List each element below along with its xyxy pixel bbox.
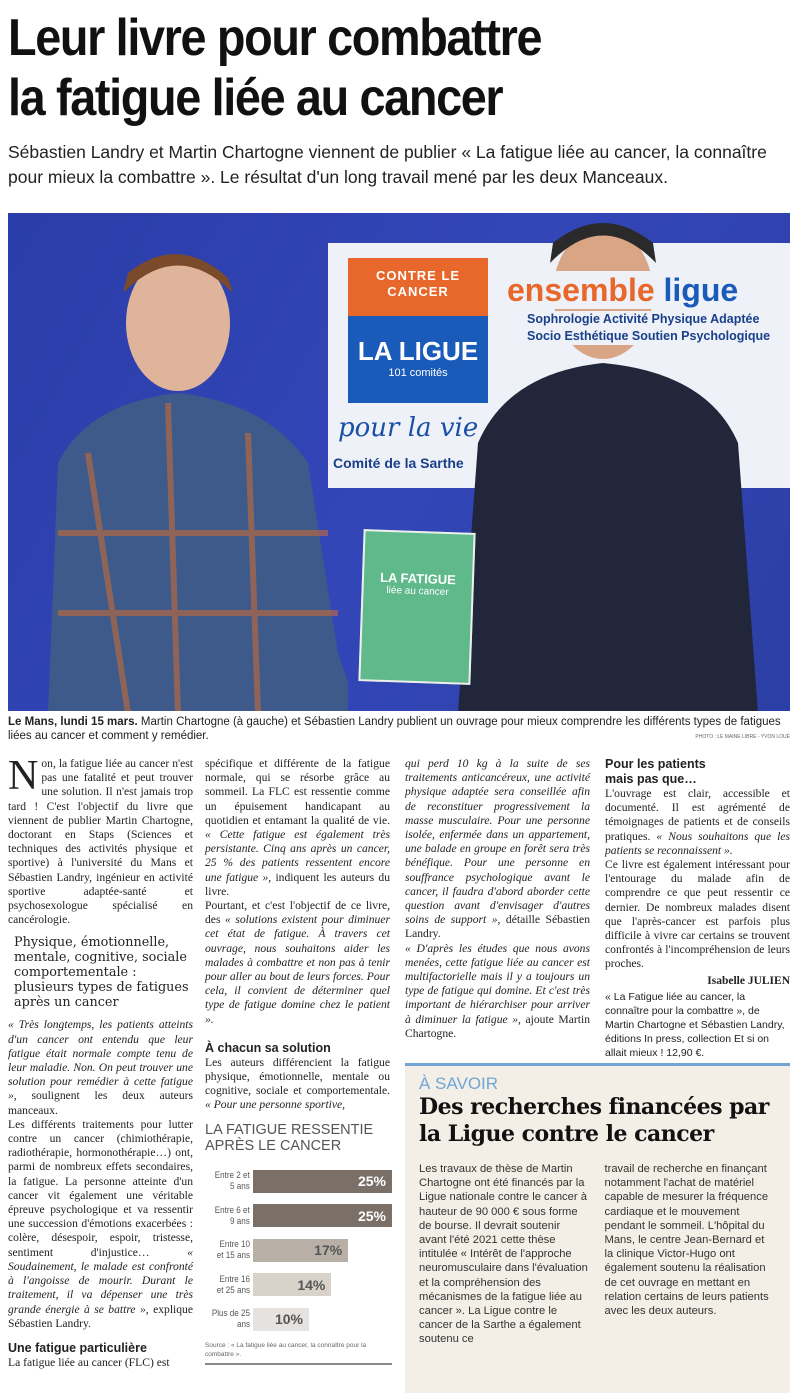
paragraph: Les auteurs différencient la fatigue physique, émotionnelle, mentale ou cognitive, sociale et comportementale. (205, 1055, 390, 1098)
paragraph: Pourtant, et c'est l'objectif de ce livre, des (205, 899, 390, 927)
paragraph: , indiquent les auteurs du livre. (205, 870, 390, 898)
caption-text: Martin Chartogne (à gauche) et Sébastien Landry publient un ouvrage pour mieux comprendre les différents types de fatigues liées au cancer et comment y remédier. (8, 716, 781, 742)
sign-ensemble-word: ensemble (507, 272, 655, 308)
bar-label: Entre 2 et 5 ans (214, 1170, 250, 1193)
author-signature: Isabelle JULIEN (707, 974, 790, 987)
person-left (28, 233, 348, 711)
bar (253, 1239, 348, 1262)
paragraph: on, la fatigue liée au cancer n'est pas une fatalité et peut trouver une solution. Il n'est jamais trop tard ! C'est l'objectif du livre que viennent de publier Martin Chartogne, doctorant en Staps (Sciences et techniques des activités physique et sportive) à l'université du Mans et Sébastien Landry, ingénieur en activité sportive adaptée-santé et psychosexologue spécialisé en cancérologie. (8, 757, 193, 927)
box-kicker: À SAVOIR (419, 1074, 499, 1093)
quote: « Pour une personne sportive, (205, 1098, 346, 1112)
paragraph: , soulignent les deux auteurs manceaux. (8, 1089, 193, 1117)
chart-row (205, 1233, 392, 1268)
section-heading: Pour les patients mais pas que… (605, 757, 706, 786)
bar-label: Entre 16 et 25 ans (216, 1273, 250, 1296)
bar-value-label: 10% (274, 1311, 303, 1328)
paragraph: La fatigue liée au cancer (FLC) est (8, 1355, 170, 1369)
article-photo (8, 213, 790, 711)
fatigue-chart (205, 1122, 392, 1365)
chart-row (205, 1268, 392, 1303)
quote: qui perd 10 kg à la suite de ses traitements anticancéreux, une activité physique adaptée sera conseillée afin de reconstituer progressivement la masse musculaire. Pour une personne isolée, enfermée dans un appartement, une balade en groupe en forêt sera très bénéfique. Pour une personne en souffrance psychologique avant le cancer, il faudra d'abord aborder cette question avant d'envisager d'autres soins de support » (405, 757, 590, 927)
paragraph: , ajoute Martin Chartogne. (405, 1012, 590, 1040)
service-line: Sophrologie Activité Physique Adaptée (527, 312, 760, 326)
paragraph: Ce livre est également intéressant pour l'entourage du malade afin de comprendre ce que peut ressentir ce dernier. De nombreux malades disent que l'après-cancer est parfois plus difficile à vivre car certains se trouvent confrontés à l'incompréhension de leurs proches. (605, 858, 790, 971)
paragraph: Les différents traitements pour lutter contre un cancer (chimiothérapie, radiothérapie, hormonothérapie…) ont, parmi de nombreux effets secondaires, la fatigue. La personne atteinte d'un cancer vit également une véritable épreuve psychologique et va ressentir une succession d'émotions exacerbées : colère, désespoir, espoir, tristesse, sentiment d'injustice… (8, 1117, 193, 1259)
bar-value-label: 25% (357, 1173, 386, 1190)
paragraph: , explique Sébastien Landry. (8, 1302, 193, 1330)
chart-row (205, 1199, 392, 1234)
bar (253, 1204, 392, 1227)
box-paragraph: Les travaux de thèse de Martin Chartogne ont été financés par la Ligue nationale contre le cancer à hauteur de 90 000 € sous forme de bourse. Il devrait soutenir avant l'été 2021 cette thèse intitulée « Intérêt de l'approche neuromusculaire dans l'évaluation et la compréhension des mécanismes de la fatigue liée au cancer ». La Ligue contre le cancer de la Sarthe a également soutenu ce (419, 1163, 588, 1346)
quote: « Cette fatigue est également très persistante. Cinq ans après un cancer, 25 % des patients ressentent encore une fatigue » (205, 828, 390, 884)
quote: « Nous souhaitons que les patients se reconnaissent ». (605, 829, 790, 857)
sign-ensemble (503, 271, 742, 309)
logo-name: LA LIGUE (357, 336, 479, 366)
headline (8, 8, 541, 128)
subtitle: Sébastien Landry et Martin Chartogne viennent de publier « La fatigue liée au cancer, la connaître pour mieux la combattre ». Le résultat d'un long travail mené par les deux Manceaux. (8, 142, 767, 187)
section-heading: À chacun sa solution (205, 1040, 331, 1055)
bar (253, 1170, 392, 1193)
chart-source: Source : « La fatigue liée au cancer, la connaître pour la combattre ». (205, 1341, 392, 1365)
bar-value-label: 14% (297, 1276, 326, 1293)
headline-line-1: Leur livre pour combattre (8, 9, 542, 67)
headline-line-2: la fatigue liée au cancer (8, 69, 503, 127)
sign-services (523, 311, 774, 345)
quote: « Soudainement, le malade est confronté à l'angoisse de mourir. Durant le traitement, il va dépenser une très grande énergie à se battre » (8, 1245, 193, 1316)
paragraph: spécifique et différente de la fatigue normale, qui se résorbe grâce au sommeil. La FLC est ressentie comme un épuisement handicapant au quotidien et entamant la qualité de vie. (205, 757, 390, 827)
intertitle: Physique, émotionnelle, mentale, cognitive, sociale comportementale : plusieurs types de fatigues après un cancer (14, 935, 189, 1011)
chart-row (205, 1302, 392, 1337)
paragraph: , détaille Sébastien Landry. (405, 913, 590, 941)
bar-label: Entre 10 et 15 ans (216, 1239, 250, 1262)
box-title: Des recherches financées par la Ligue contre le cancer (419, 1094, 769, 1147)
book-title: LA FATIGUE (379, 569, 457, 588)
chart-title: LA FATIGUE RESSENTIE APRÈS LE CANCER (205, 1122, 374, 1154)
sign-slogan: pour la vie (338, 413, 479, 443)
bar-value-label: 25% (357, 1207, 386, 1224)
bar-value-label: 17% (314, 1242, 343, 1259)
drop-cap: N (8, 753, 39, 799)
sign-committee: Comité de la Sarthe (333, 455, 464, 471)
column-4 (605, 757, 790, 1060)
column-3 (405, 757, 590, 1041)
service-line: Socio Esthétique Soutien Psychologique (527, 329, 771, 343)
book-reference: « La Fatigue liée au cancer, la connaître pour la combattre », de Martin Chartogne et Sébastien Landry, éditions In press, collection Et si on allait mieux ! 12,90 €. (605, 990, 785, 1059)
photo-credit: PHOTO : LE MAINE LIBRE - YVON LOUÉ (695, 734, 790, 740)
book-cover (358, 529, 475, 685)
logo-sub: 101 comités (388, 367, 448, 379)
quote: « D'après les études que nous avons menées, cette fatigue liée au cancer est multifactorielle mais il y a toujours un type de fatigue qui domine. Et c'est très important de hiérarchiser pour arriver à diminuer la fatigue » (405, 941, 590, 1026)
quote: « Très longtemps, les patients atteints d'un cancer ont entendu que leur fatigue était normale compte tenu de leur maladie. Non. On peut trouver une solution pour remédier à cette fatigue » (8, 1018, 193, 1103)
sign-ligue-word: ligue (663, 272, 739, 308)
quote: « solutions existent pour diminuer cet état de fatigue. À travers cet ouvrage, nous souhaitons aider les malades à combattre et non pas à tenir pour aller au bout de leurs forces. Pour cela, il convient de déterminer quel type de fatigue domine chez le patient ». (205, 913, 390, 1026)
caption-lead: Le Mans, lundi 15 mars. (8, 716, 138, 728)
bar (253, 1308, 309, 1331)
book-subtitle: liée au cancer (386, 584, 449, 599)
column-2 (205, 757, 390, 1113)
a-savoir-box (405, 1063, 790, 1393)
bar-label: Entre 6 et 9 ans (214, 1204, 250, 1227)
bar (253, 1273, 331, 1296)
column-1 (8, 753, 193, 1370)
box-paragraph: travail de recherche en finançant notamment l'achat de matériel capable de mesurer la fréquence cardiaque et le mouvement pendant le sommeil. L'hôpital du Mans, le centre Jean-Bernard et la clinique Victor-Hugo ont également soutenu la réalisation de cet ouvrage en mettant en relation certains de leurs patients avec les deux auteurs. (604, 1163, 769, 1318)
bar-label: Plus de 25 ans (211, 1308, 250, 1331)
section-heading: Une fatigue particulière (8, 1340, 147, 1355)
chart-row (205, 1164, 392, 1199)
photo-caption (8, 715, 788, 743)
paragraph: L'ouvrage est clair, accessible et documenté. Il est agrémenté de témoignages de patients et de conseils pratiques. (605, 787, 790, 843)
logo-top-text: CONTRE LE CANCER (348, 258, 488, 316)
